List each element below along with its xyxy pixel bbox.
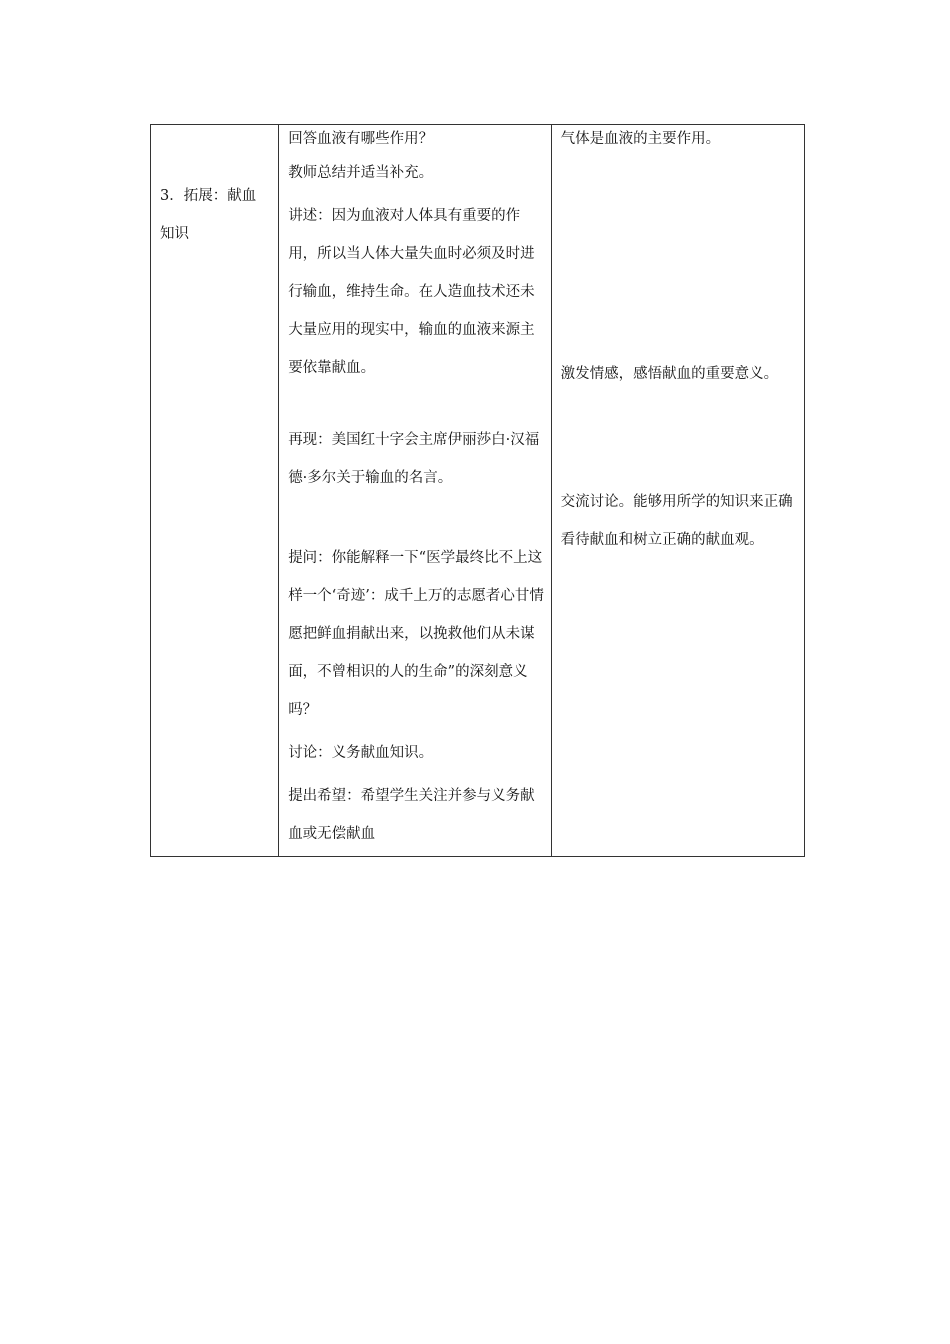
topic-cell — [151, 125, 279, 857]
teacher-paragraph-4: 再现：美国红十字会主席伊丽莎白·汉福德·多尔关于输血的名言。 — [288, 432, 540, 486]
teacher-paragraph-2: 教师总结并适当补充。 — [288, 165, 434, 181]
table-row — [151, 125, 805, 857]
student-activity-cell — [551, 125, 804, 857]
student-paragraph-3: 交流讨论。能够用所学的知识来正确看待献血和树立正确的献血观。 — [560, 494, 793, 548]
student-paragraph-2: 激发情感，感悟献血的重要意义。 — [560, 366, 779, 382]
lesson-plan-table — [150, 124, 805, 857]
student-paragraph-1: 气体是血液的主要作用。 — [560, 131, 721, 147]
teacher-paragraph-3: 讲述：因为血液对人体具有重要的作用，所以当人体大量失血时必须及时进行输血，维持生命。在人造血技术还未大量应用的现实中，输血的血液来源主要依靠献血。 — [288, 208, 535, 376]
topic-text: 3．拓展：献血知识 — [160, 188, 257, 242]
teacher-paragraph-5: 提问：你能解释一下“医学最终比不上这样一个‘奇迹’：成千上万的志愿者心甘情愿把鲜血捐献出来，以挽救他们从未谋面，不曾相识的人的生命”的深刻意义吗？ — [288, 550, 544, 718]
teacher-paragraph-6: 讨论：义务献血知识。 — [288, 745, 434, 761]
teacher-paragraph-7: 提出希望：希望学生关注并参与义务献血或无偿献血 — [288, 788, 535, 842]
teacher-paragraph-1: 回答血液有哪些作用？ — [288, 131, 434, 147]
teacher-activity-cell — [279, 125, 551, 857]
